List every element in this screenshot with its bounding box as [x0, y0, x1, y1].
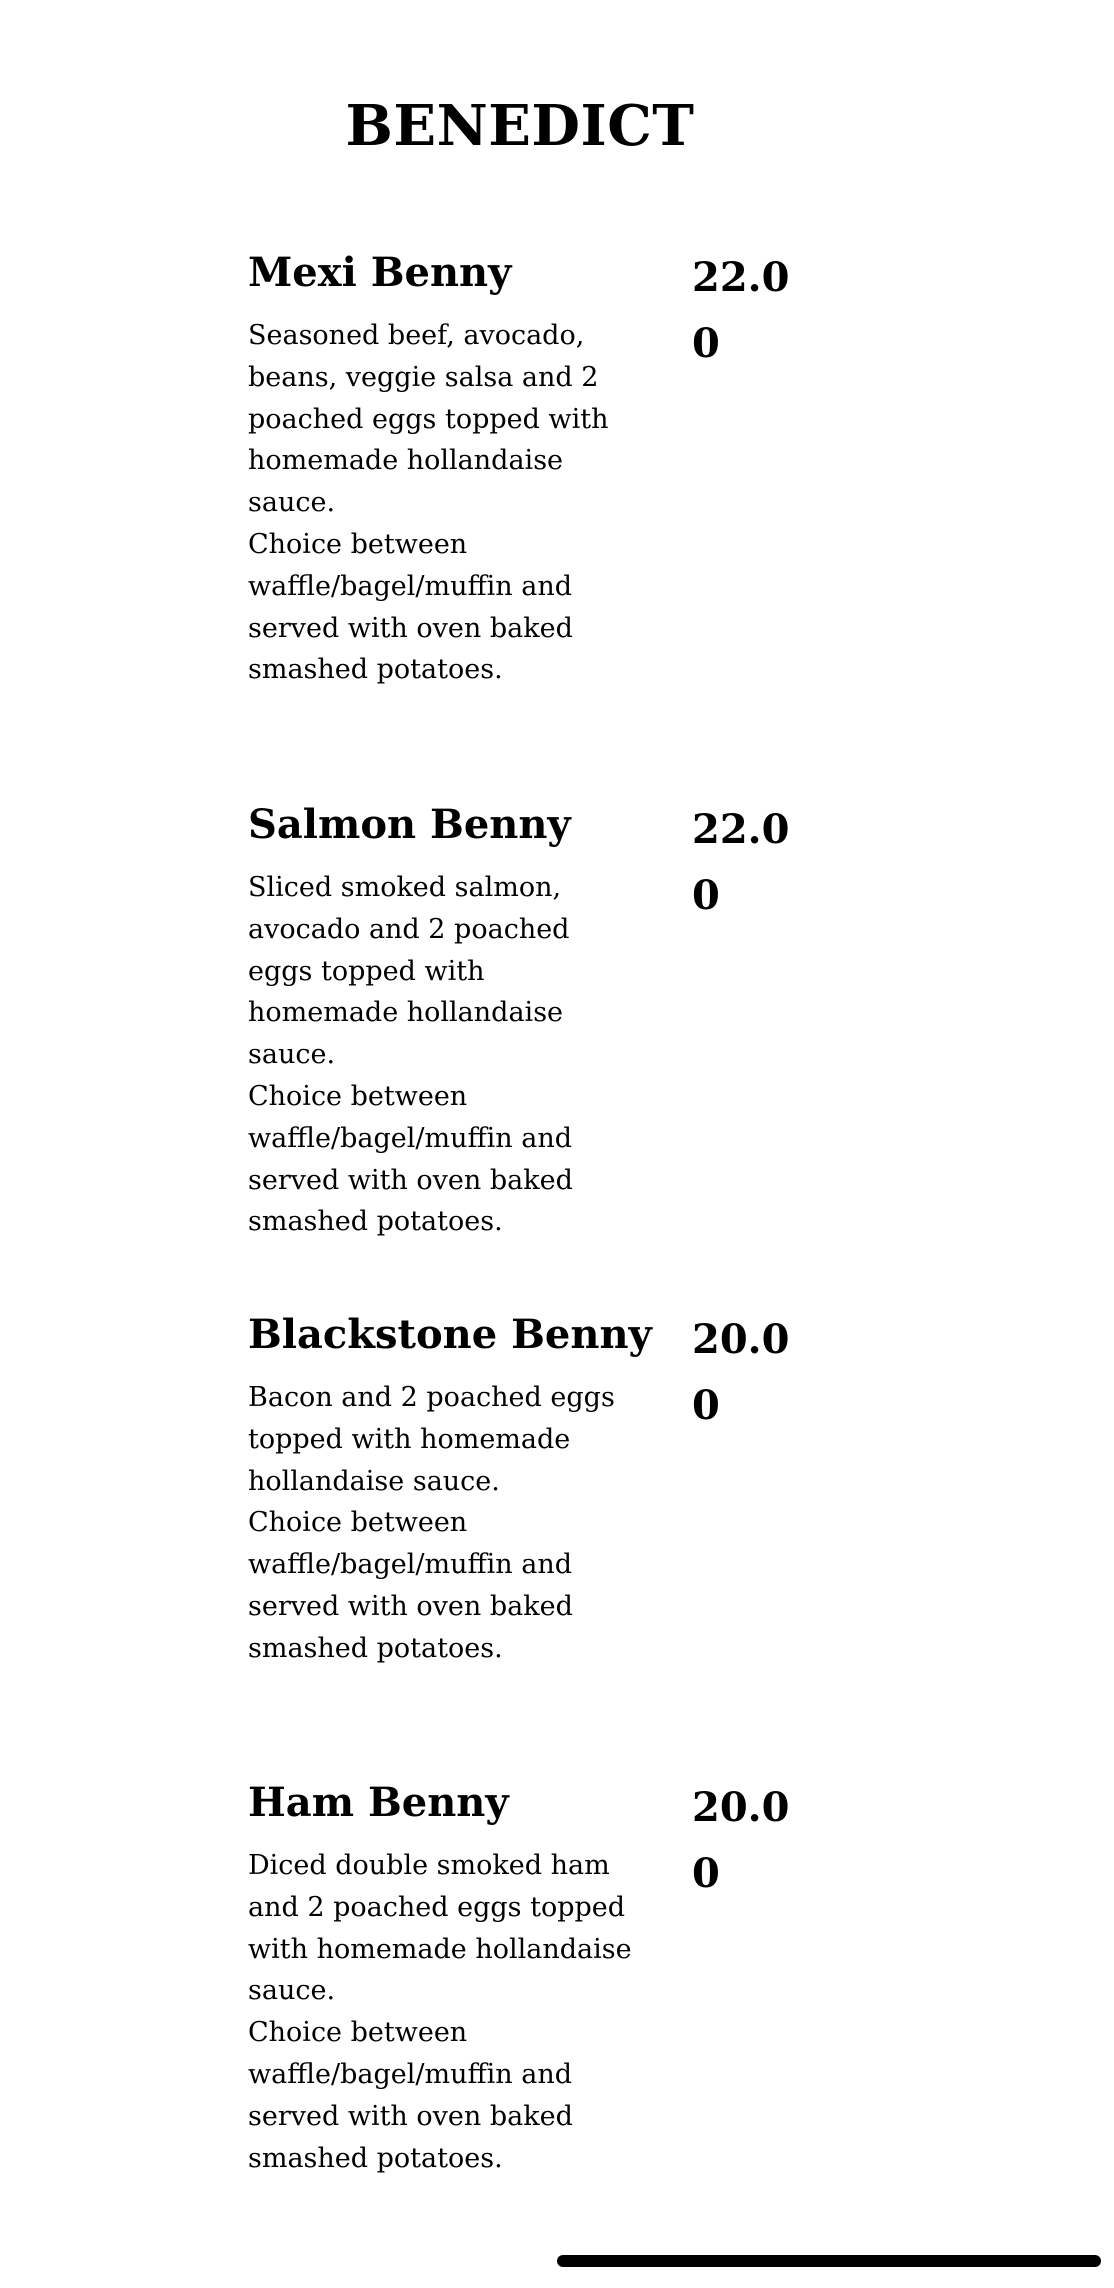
- item-description-text: Sliced smoked salmon, avocado and 2 poached eggs topped with homemade hollandaise sauce.: [248, 872, 570, 1071]
- item-description: [248, 1377, 638, 1670]
- item-description-text: Bacon and 2 poached eggs topped with homemade hollandaise sauce.: [248, 1382, 615, 1497]
- item-description-text: Diced double smoked ham and 2 poached eggs topped with homemade hollandaise sauce.: [248, 1850, 632, 2007]
- item-choice-text: Choice between waffle/bagel/muffin and served with oven baked smashed potatoes.: [248, 1507, 573, 1664]
- home-indicator-bar[interactable]: [557, 2255, 1101, 2267]
- page-title: BENEDICT: [345, 93, 695, 159]
- item-price: 20.00: [692, 1316, 790, 1429]
- item-name: Ham Benny: [248, 1779, 509, 1826]
- item-description: [248, 1845, 638, 2179]
- item-price: 22.00: [692, 806, 790, 919]
- item-description: [248, 315, 638, 691]
- item-description: [248, 867, 638, 1243]
- item-name: Mexi Benny: [248, 249, 512, 296]
- item-name: Blackstone Benny: [248, 1311, 652, 1358]
- item-price: 22.00: [692, 254, 790, 367]
- item-choice-text: Choice between waffle/bagel/muffin and served with oven baked smashed potatoes.: [248, 528, 573, 686]
- item-choice-text: Choice between waffle/bagel/muffin and served with oven baked smashed potatoes.: [248, 2017, 573, 2174]
- item-description-text: Seasoned beef, avocado, beans, veggie salsa and 2 poached eggs topped with homemade hollandaise sauce.: [248, 320, 609, 519]
- item-choice-text: Choice between waffle/bagel/muffin and served with oven baked smashed potatoes.: [248, 1080, 573, 1238]
- item-price: 20.00: [692, 1784, 790, 1897]
- item-name: Salmon Benny: [248, 801, 571, 848]
